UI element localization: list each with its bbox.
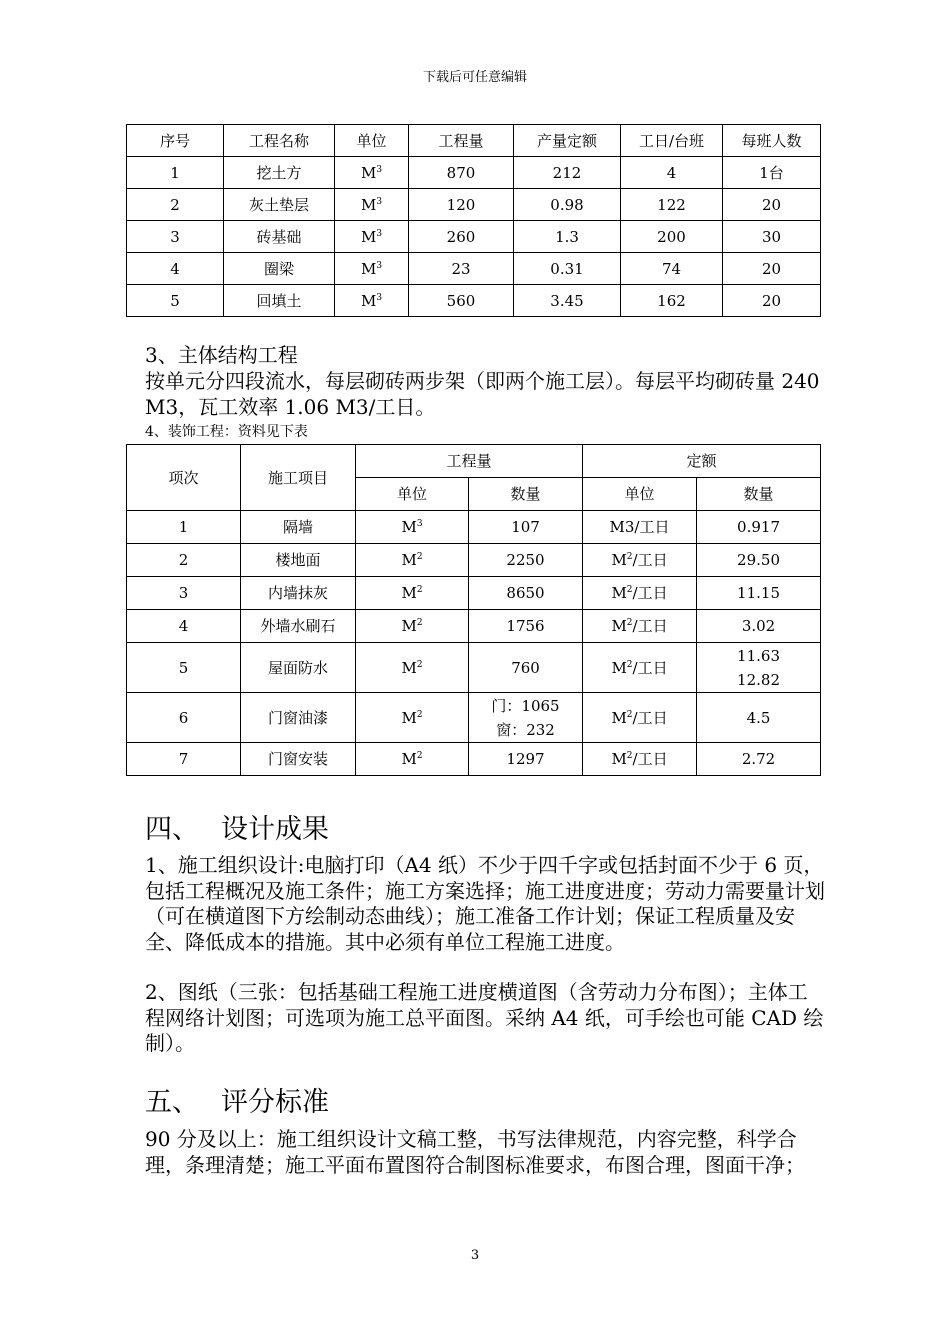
heading-title: 设计成果 (221, 814, 329, 845)
table-cell: 2.72 (697, 743, 821, 776)
unit-cell (335, 157, 409, 189)
table-cell: 7 (127, 743, 241, 776)
qty-line: 窗：232 (496, 720, 555, 739)
unit-sup: 3 (376, 164, 383, 175)
unit-sup: 2 (416, 585, 423, 595)
table-cell: 1.3 (514, 221, 621, 253)
rate-unit-cell (583, 643, 697, 693)
header-cell: 产量定额 (514, 125, 621, 157)
table-cell: 0.31 (514, 253, 621, 285)
unit-cell (335, 189, 409, 221)
unit-text: M (360, 163, 377, 182)
section-3-title: 3、主体结构工程 (145, 343, 298, 367)
page-header: 下载后可任意编辑 (422, 70, 527, 85)
unit-cell (356, 511, 469, 544)
unit-sup: 3 (416, 519, 423, 529)
unit-text: M (401, 658, 417, 677)
table-cell: 3.02 (697, 610, 821, 643)
table-cell: 外墙水刷石 (241, 610, 356, 643)
unit-sup: 3 (376, 260, 383, 271)
table-cell (697, 643, 821, 693)
earthwork-table (126, 124, 821, 317)
unit-suffix: /工日 (632, 551, 668, 569)
header-cell: 数量 (697, 478, 821, 511)
unit-sup: 2 (416, 659, 423, 670)
section-four-heading (145, 813, 329, 847)
table-cell: 23 (409, 253, 514, 285)
section-five-p1: 90 分及以上：施工组织设计文稿工整，书写法律规范，内容完整，科学合理，条理清楚；施工平面布置图符合制图标准要求，布图合理，图面干净； (145, 1127, 805, 1177)
qty-line: 门：1065 (491, 696, 560, 715)
table-cell: 2 (127, 189, 224, 221)
header-cell: 工日/台班 (621, 125, 723, 157)
table-cell: 3.45 (514, 285, 621, 317)
table-cell: 3 (127, 221, 224, 253)
table-row (127, 511, 821, 544)
table-cell: 1756 (469, 610, 583, 643)
header-group-cell: 定额 (583, 445, 821, 478)
table-cell: 0.98 (514, 189, 621, 221)
header-group-cell: 工程量 (356, 445, 583, 478)
unit-text: M (611, 708, 627, 727)
unit-text: M (611, 584, 627, 602)
header-cell: 数量 (469, 478, 583, 511)
unit-text: M (401, 584, 417, 602)
rate-line: 12.82 (737, 670, 780, 689)
unit-suffix: /工日 (632, 584, 668, 602)
unit-text: M (611, 658, 627, 677)
unit-text: M (401, 551, 417, 569)
header-cell: 单位 (335, 125, 409, 157)
table-cell: 212 (514, 157, 621, 189)
unit-cell (356, 693, 469, 743)
header-cell: 每班人数 (723, 125, 821, 157)
rate-unit-cell (583, 544, 697, 577)
header-cell: 项次 (127, 445, 241, 511)
table-cell: 760 (469, 643, 583, 693)
table-row (127, 544, 821, 577)
table-cell: 120 (409, 189, 514, 221)
table-cell (469, 693, 583, 743)
table-cell: 2 (127, 544, 241, 577)
table-cell: 挖土方 (224, 157, 335, 189)
unit-text: M (360, 195, 377, 214)
table-cell: 560 (409, 285, 514, 317)
unit-suffix: /工日 (632, 658, 668, 677)
rate-unit-cell (583, 743, 697, 776)
table-cell: 回填土 (224, 285, 335, 317)
unit-text: M (611, 617, 627, 635)
table-cell: 20 (723, 285, 821, 317)
table-cell: 楼地面 (241, 544, 356, 577)
unit-cell (356, 643, 469, 693)
header-cell: 工程量 (409, 125, 514, 157)
header-cell: 施工项目 (241, 445, 356, 511)
table-cell: 门窗油漆 (241, 693, 356, 743)
table-cell: 屋面防水 (241, 643, 356, 693)
section-3-body: 按单元分四段流水，每层砌砖两步架（即两个施工层）。每层平均砌砖量 240 M3，瓦工效率 1.06 M3/工日。 (145, 369, 820, 419)
unit-suffix: /工日 (632, 617, 668, 635)
table-header-row (127, 445, 821, 478)
rate-line: 11.63 (737, 646, 780, 665)
unit-text: M (401, 750, 417, 768)
table-cell: 4 (621, 157, 723, 189)
unit-sup: 2 (626, 659, 633, 670)
table-cell: 29.50 (697, 544, 821, 577)
table-cell: 1 (127, 511, 241, 544)
table-cell: 200 (621, 221, 723, 253)
table-row (127, 253, 821, 285)
table-cell: 3 (127, 577, 241, 610)
unit-cell (335, 285, 409, 317)
table-cell: 1 (127, 157, 224, 189)
table-cell: 6 (127, 693, 241, 743)
table-cell: 30 (723, 221, 821, 253)
table-cell: 砖基础 (224, 221, 335, 253)
unit-cell (356, 610, 469, 643)
rate-unit-cell (583, 693, 697, 743)
section-4-title: 4、装饰工程：资料见下表 (145, 424, 308, 440)
unit-text: M (360, 291, 377, 310)
unit-text: M (611, 551, 627, 569)
heading-number: 四、 (145, 814, 199, 845)
unit-suffix: /工日 (632, 750, 668, 768)
table-cell: 4 (127, 253, 224, 285)
unit-text: M (401, 617, 417, 635)
page-number: 3 (470, 1248, 480, 1263)
table-row (127, 643, 821, 693)
table-cell: 4.5 (697, 693, 821, 743)
table-row (127, 577, 821, 610)
table-cell: 11.15 (697, 577, 821, 610)
unit-sup: 2 (626, 709, 633, 720)
table-cell: 门窗安装 (241, 743, 356, 776)
unit-cell (335, 221, 409, 253)
table-cell: 隔墙 (241, 511, 356, 544)
table-cell: 5 (127, 285, 224, 317)
section-four-p2: 2、图纸（三张：包括基础工程施工进度横道图（含劳动力分布图）；主体工程网络计划图；可选项为施工总平面图。采纳 A4 纸，可手绘也可能 CAD 绘制）。 (145, 980, 824, 1055)
table-row (127, 221, 821, 253)
table-row (127, 157, 821, 189)
table-cell: 圈梁 (224, 253, 335, 285)
unit-sup: 2 (626, 552, 633, 562)
rate-unit-cell (583, 610, 697, 643)
table-cell: 260 (409, 221, 514, 253)
unit-text: M (401, 708, 417, 727)
unit-cell (356, 743, 469, 776)
decoration-table (126, 444, 821, 776)
unit-text: M (360, 259, 377, 278)
unit-cell (335, 253, 409, 285)
unit-sup: 2 (416, 709, 423, 720)
unit-cell (356, 577, 469, 610)
table-cell: 4 (127, 610, 241, 643)
table-row (127, 743, 821, 776)
unit-sup: 2 (626, 585, 633, 595)
table-cell: 1台 (723, 157, 821, 189)
section-four-p1: 1、施工组织设计:电脑打印（A4 纸）不少于四千字或包括封面不少于 6 页，包括工程概况及施工条件；施工方案选择；施工进度进度；劳动力需要量计划（可在横道图下方绘制动态曲线）；施工准备工作计划；保证工程质量及安全、降低成本的措施。其中必须有单位工程施工进度。 (145, 853, 825, 954)
unit-sup: 2 (626, 751, 633, 761)
table-cell: 2250 (469, 544, 583, 577)
unit-suffix: /工日 (632, 708, 668, 727)
table-cell: 8650 (469, 577, 583, 610)
unit-cell (356, 544, 469, 577)
table-cell: 107 (469, 511, 583, 544)
unit-sup: 3 (376, 228, 383, 239)
header-cell: 单位 (356, 478, 469, 511)
table-cell: 灰土垫层 (224, 189, 335, 221)
table-cell: 内墙抹灰 (241, 577, 356, 610)
unit-sup: 2 (626, 618, 633, 628)
table-cell: 0.917 (697, 511, 821, 544)
table-cell: 122 (621, 189, 723, 221)
table-row (127, 189, 821, 221)
unit-text: M (611, 750, 627, 768)
table-cell: 5 (127, 643, 241, 693)
table-header-row (127, 125, 821, 157)
table-cell: 20 (723, 189, 821, 221)
table-cell: 1297 (469, 743, 583, 776)
section-five-heading (145, 1086, 329, 1120)
unit-text: M (401, 518, 417, 536)
table-cell: 162 (621, 285, 723, 317)
header-cell: 单位 (583, 478, 697, 511)
heading-number: 五、 (145, 1087, 199, 1118)
table-cell: 870 (409, 157, 514, 189)
unit-sup: 2 (416, 751, 423, 761)
rate-unit-cell: M3/工日 (583, 511, 697, 544)
table-row (127, 610, 821, 643)
rate-unit-cell (583, 577, 697, 610)
table-row (127, 693, 821, 743)
table-cell: 20 (723, 253, 821, 285)
unit-sup: 3 (376, 292, 383, 303)
header-cell: 序号 (127, 125, 224, 157)
heading-title: 评分标准 (221, 1087, 329, 1118)
unit-sup: 3 (376, 196, 383, 207)
unit-sup: 2 (416, 552, 423, 562)
table-cell: 74 (621, 253, 723, 285)
unit-text: M (360, 227, 377, 246)
header-cell: 工程名称 (224, 125, 335, 157)
unit-sup: 2 (416, 618, 423, 628)
table-row (127, 285, 821, 317)
